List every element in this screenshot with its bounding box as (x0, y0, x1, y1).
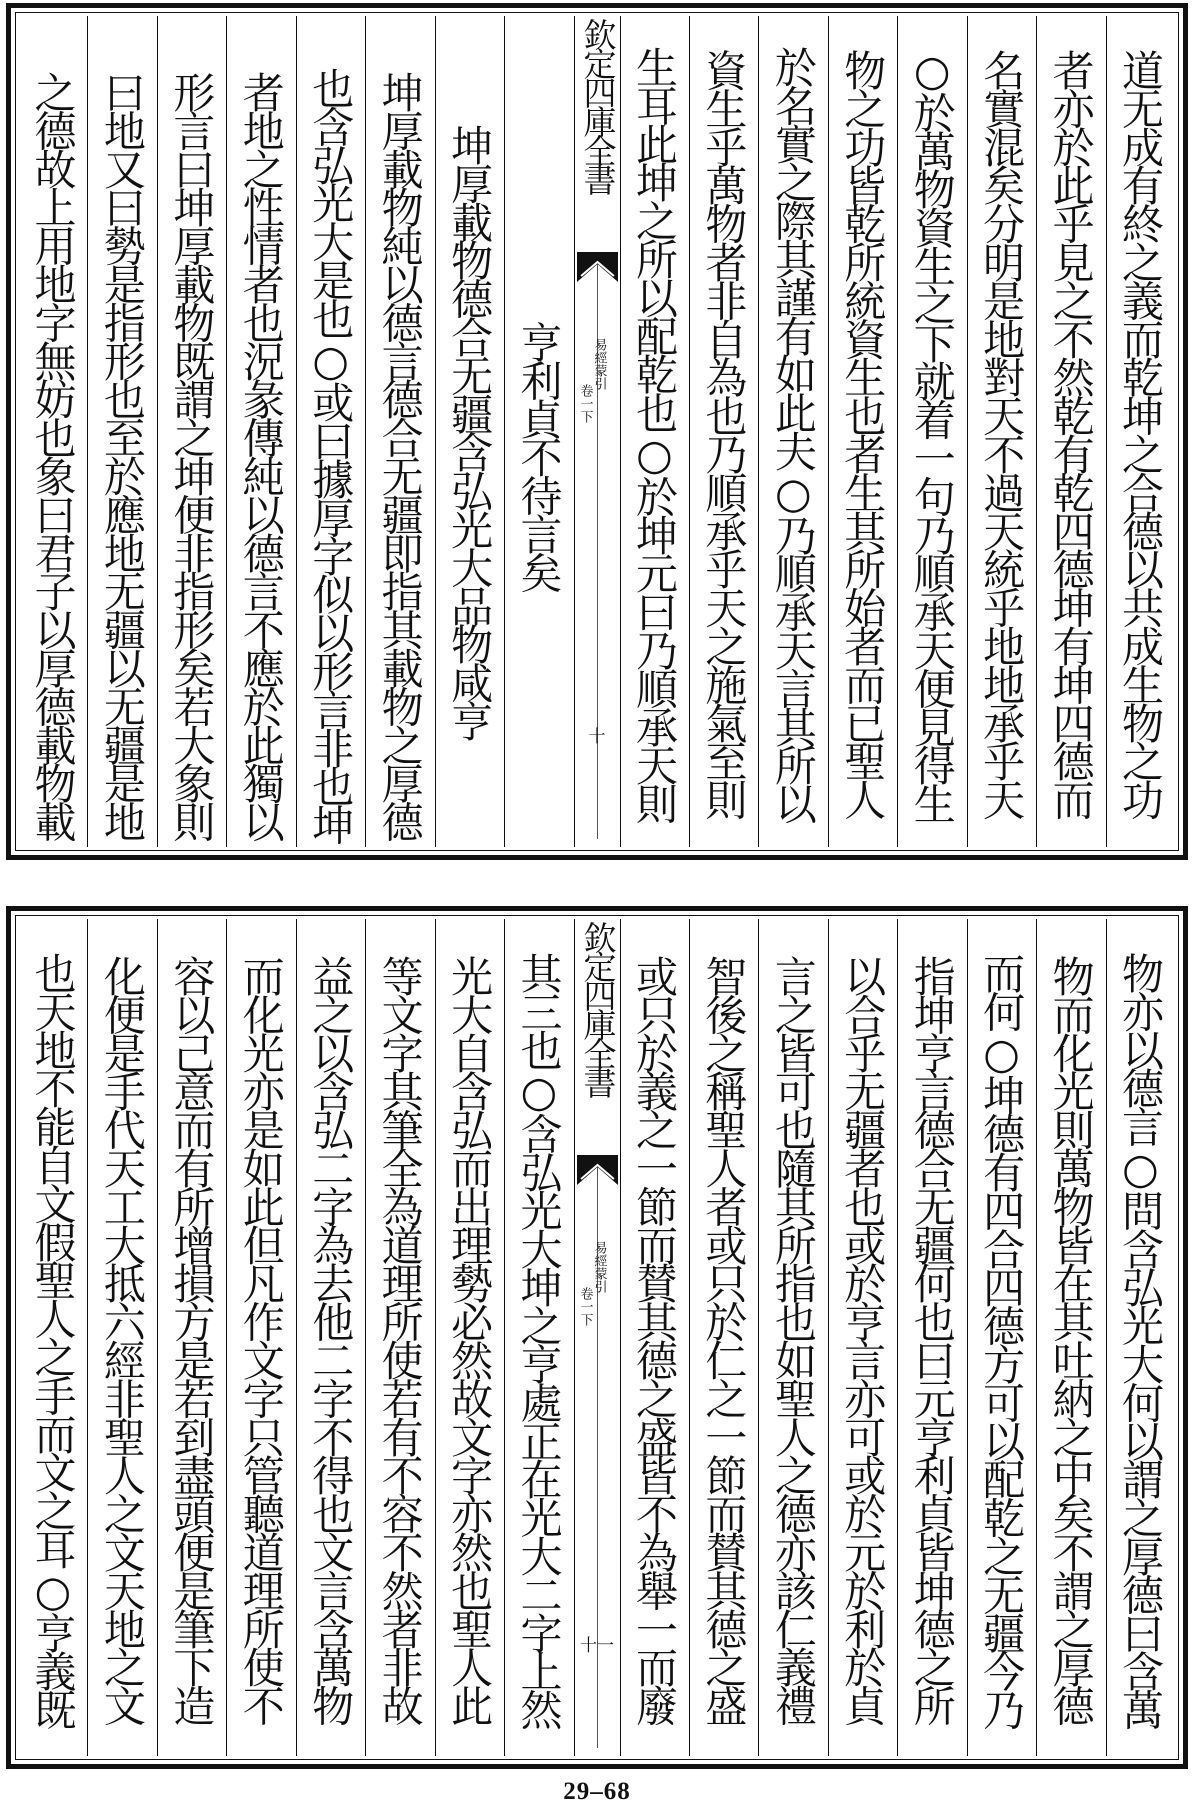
column-text: 之德故上用地字無妨也象曰君子以厚德載物載 (28, 70, 78, 839)
text-column (1106, 16, 1175, 847)
bottom-columns (19, 919, 1175, 1756)
column-text: 容以己意而有所增損方是若到盡頭便是筆下造 (167, 955, 217, 1724)
column-text: 形言曰坤厚載物既謂之坤便非指形矣若大象則 (167, 70, 217, 839)
text-column (365, 919, 434, 1756)
text-column (1036, 919, 1105, 1756)
column-text: 亨利貞不待言矣 (514, 320, 564, 590)
fishtail-mark-icon (577, 1155, 618, 1185)
text-column (828, 919, 897, 1756)
center-fold-strip (574, 919, 620, 1756)
book-title: 易經蒙引 (591, 1241, 607, 1293)
column-text: 名實混矣分明是地對天不過天統乎地地承乎天 (977, 49, 1027, 818)
text-column (897, 919, 966, 1756)
text-column (897, 16, 966, 847)
text-column (620, 16, 689, 847)
column-text: 而何○坤德有四合四德方可以配乾之无疆今乃 (977, 951, 1027, 1727)
page-number: 29–68 (563, 1778, 631, 1805)
column-text: 坤厚載物德合无疆含弘光大品物咸亨 (445, 124, 495, 739)
column-text: 坤厚載物純以德言德合无疆即指其載物之厚德 (375, 70, 425, 839)
top-page-frame (6, 3, 1188, 860)
text-column (620, 919, 689, 1756)
text-column (365, 16, 434, 847)
text-column (226, 16, 295, 847)
column-text: 物亦以德言○問含弘光大何以謂之厚德曰含萬 (1116, 951, 1165, 1727)
text-column (758, 919, 827, 1756)
text-column (504, 16, 573, 847)
text-column (157, 919, 226, 1756)
text-column (296, 16, 365, 847)
collection-title: 欽定四庫全書 (578, 921, 618, 1095)
column-text: 等文字其筆全為道理所使若有不容不然者非故 (375, 955, 425, 1724)
text-column (758, 16, 827, 847)
column-text: 生耳此坤之所以配乾也○於坤元曰乃順承天則 (629, 45, 679, 821)
column-text: 資生乎萬物者非自為也乃順承乎天之施氣至則 (699, 49, 749, 818)
volume-label: 卷一下 (577, 1287, 593, 1326)
column-text: 者亦於此乎見之不然乾有乾四德坤有坤四德而 (1046, 49, 1096, 818)
top-columns (19, 16, 1175, 847)
volume-label: 卷一下 (577, 384, 593, 423)
text-column (87, 919, 156, 1756)
text-column (967, 16, 1036, 847)
folio-number: 十 (588, 727, 606, 747)
column-text: 而化光亦是如此但凡作文字只管聽道理所使不 (236, 955, 286, 1724)
column-text: ○於萬物資生之下就着一句乃順承天便見得生 (907, 45, 957, 821)
column-text: 物之功皆乾所統資生也者生其所始者而已聖人 (838, 49, 888, 818)
column-text: 曰地又曰勢是指形也至於應地无疆以无疆是地 (97, 70, 147, 839)
book-title: 易經蒙引 (591, 338, 607, 390)
column-text: 光大自含弘而出理勢必然故文字亦然也聖人此 (445, 955, 495, 1724)
text-column (87, 16, 156, 847)
column-text: 益之以含弘二字為去他二字不得也文言含萬物 (306, 955, 356, 1724)
text-column (504, 919, 573, 1756)
text-column (689, 919, 758, 1756)
column-text: 智後之稱聖人者或只於仁之一節而賛其德之盛 (699, 955, 749, 1724)
column-text: 道无成有終之義而乾坤之合德以共成生物之功 (1116, 49, 1165, 818)
column-text: 指坤亨言德合无疆何也曰元亨利貞皆坤德之所 (907, 955, 957, 1724)
column-text: 以合乎无疆者也或於亨言亦可或於元於利於貞 (838, 955, 888, 1724)
fishtail-mark-icon (577, 252, 618, 282)
column-text: 於名實之際其謹有如此夫○乃順承天言其所以 (768, 45, 818, 821)
column-text: 者地之性情者也況彖傳純以德言不應於此獨以 (236, 70, 286, 839)
text-column (435, 919, 504, 1756)
text-column (19, 16, 87, 847)
column-text: 化便是手代天工大抵六經非聖人之文天地之文 (97, 955, 147, 1724)
text-column (157, 16, 226, 847)
column-text: 物而化光則萬物皆在其吐納之中矣不謂之厚德 (1046, 955, 1096, 1724)
bottom-page-frame (6, 906, 1188, 1769)
text-column (967, 919, 1036, 1756)
text-column (689, 16, 758, 847)
center-fold-strip (574, 16, 620, 847)
folio-number: 十一 (580, 1636, 614, 1656)
column-text: 其三也○含弘光大坤之亨處正在光大二字上然 (514, 951, 564, 1727)
text-column (226, 919, 295, 1756)
text-column (296, 919, 365, 1756)
text-column (828, 16, 897, 847)
column-text: 也天地不能自文假聖人之手而文之耳○亨義既 (28, 951, 78, 1727)
column-text: 也含弘光大是也○或曰據厚字似以形言非也坤 (306, 67, 356, 843)
text-column (19, 919, 87, 1756)
text-column (1036, 16, 1105, 847)
column-text: 或只於義之一節而賛其德之盛皆不為舉一而廢 (629, 955, 679, 1724)
collection-title: 欽定四庫全書 (578, 18, 618, 192)
text-column (435, 16, 504, 847)
column-text: 言之皆可也隨其所指也如聖人之德亦該仁義禮 (768, 955, 818, 1724)
text-column (1106, 919, 1175, 1756)
